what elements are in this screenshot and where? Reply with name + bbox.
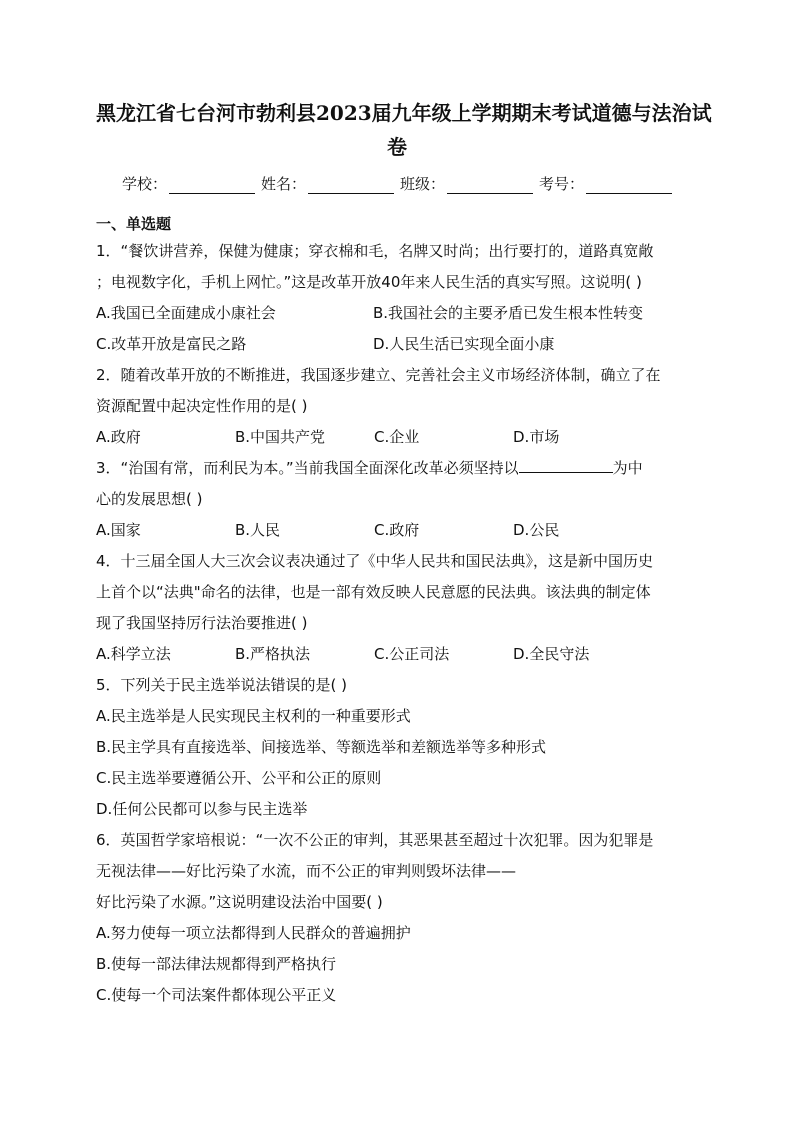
question-3-option-b: B.人民	[235, 521, 281, 539]
question-4-option-d: D.全民守法	[513, 645, 590, 663]
question-3-line1	[96, 453, 698, 484]
question-2	[96, 360, 698, 453]
question-1-options-row2	[96, 329, 698, 360]
question-1-option-c: C.改革开放是富民之路	[96, 335, 247, 353]
question-3-line1-part1: 3．“治国有常，而利民为本。”当前我国全面深化改革必须坚持以	[96, 459, 519, 477]
question-5-option-a: A.民主选举是人民实现民主权利的一种重要形式	[96, 707, 411, 725]
question-5	[96, 670, 698, 825]
exam-title	[96, 96, 712, 164]
exam-title-line1: 黑龙江省七台河市勃利县2023届九年级上学期期末考试道德与法治试	[96, 101, 712, 125]
question-3-option-a: A.国家	[96, 521, 141, 539]
question-4-option-a: A.科学立法	[96, 645, 171, 663]
question-1-line1: 1．“餐饮讲营养，保健为健康；穿衣棉和毛，名牌又时尚；出行要打的，道路真宽敞	[96, 242, 654, 260]
question-3-line1-part2: 为中	[612, 459, 643, 477]
school-field	[122, 173, 255, 194]
number-label: 考号：	[539, 175, 585, 193]
question-2-option-c: C.企业	[374, 428, 420, 446]
class-blank	[447, 175, 533, 194]
question-3-options	[96, 515, 698, 546]
question-4-line1: 4．十三届全国人大三次会议表决通过了《中华人民共和国民法典》，这是新中国历史	[96, 552, 654, 570]
question-3-line2: 心的发展思想( )	[96, 490, 203, 508]
number-blank	[586, 175, 672, 194]
name-label: 姓名：	[260, 175, 306, 193]
question-4-line3: 现了我国坚持厉行法治要推进( )	[96, 614, 308, 632]
question-6-option-c: C.使每一个司法案件都体现公平正义	[96, 986, 337, 1004]
question-3	[96, 453, 698, 546]
number-field	[539, 173, 672, 194]
question-1-option-d: D.人民生活已实现全面小康	[373, 335, 555, 353]
question-2-line2: 资源配置中起决定性作用的是( )	[96, 397, 308, 415]
question-5-option-c: C.民主选举要遵循公开、公平和公正的原则	[96, 769, 382, 787]
question-2-option-a: A.政府	[96, 428, 141, 446]
name-blank	[308, 175, 394, 194]
school-blank	[169, 175, 255, 194]
question-4	[96, 546, 698, 670]
question-2-option-d: D.市场	[513, 428, 560, 446]
question-1-option-b: B.我国社会的主要矛盾已发生根本性转变	[373, 304, 644, 322]
question-6-option-a: A.努力使每一项立法都得到人民群众的普遍拥护	[96, 924, 411, 942]
question-3-fill-blank	[519, 454, 613, 473]
school-label: 学校：	[121, 175, 167, 193]
exam-title-line2: 卷	[387, 135, 407, 159]
question-6-line3: 好比污染了水源。”这说明建设法治中国要( )	[96, 893, 383, 911]
question-3-option-c: C.政府	[374, 521, 420, 539]
class-field	[400, 173, 533, 194]
question-6	[96, 825, 698, 1011]
question-6-option-b: B.使每一部法律法规都得到严格执行	[96, 955, 337, 973]
question-4-line2: 上首个以“法典"命名的法律，也是一部有效反映人民意愿的民法典。该法典的制定体	[96, 583, 651, 601]
question-6-line1: 6．英国哲学家培根说：“一次不公正的审判，其恶果甚至超过十次犯罪。因为犯罪是	[96, 831, 654, 849]
class-label: 班级：	[400, 175, 446, 193]
question-1-options-row1	[96, 298, 698, 329]
question-2-options	[96, 422, 698, 453]
question-5-line1: 5．下列关于民主选举说法错误的是( )	[96, 676, 348, 694]
question-5-option-b: B.民主学具有直接选举、间接选举、等额选举和差额选举等多种形式	[96, 738, 547, 756]
name-field	[261, 173, 394, 194]
question-5-option-d: D.任何公民都可以参与民主选举	[96, 800, 308, 818]
question-1-line2: ；电视数字化，手机上网忙。”这是改革开放40年来人民生活的真实写照。这说明( )	[96, 273, 642, 291]
question-1	[96, 236, 698, 360]
question-2-option-b: B.中国共产党	[235, 428, 326, 446]
student-info-line	[96, 170, 698, 194]
question-2-line1: 2．随着改革开放的不断推进，我国逐步建立、完善社会主义市场经济体制，确立了在	[96, 366, 661, 384]
section-title-single-choice: 一、单选题	[96, 215, 172, 233]
question-4-option-b: B.严格执法	[235, 645, 311, 663]
question-4-options	[96, 639, 698, 670]
question-6-line2: 无视法律——好比污染了水流，而不公正的审判则毁坏法律——	[96, 862, 517, 880]
question-4-option-c: C.公正司法	[374, 645, 450, 663]
question-1-option-a: A.我国已全面建成小康社会	[96, 304, 276, 322]
question-3-option-d: D.公民	[513, 521, 560, 539]
